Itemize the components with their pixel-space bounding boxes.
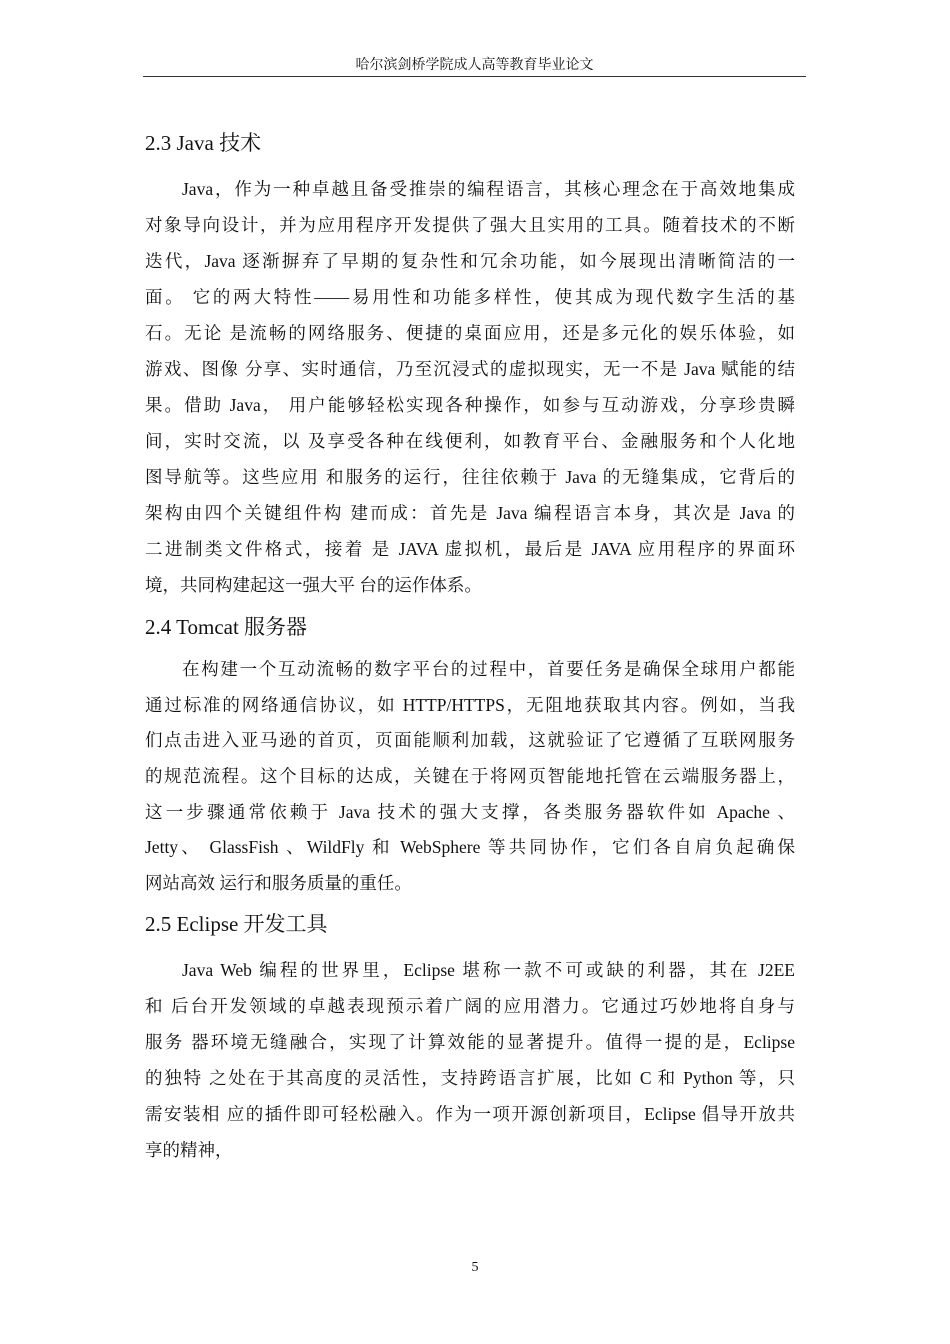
paragraph-line: Java，作为一种卓越且备受推崇的编程语言，其核心理念在于高效地集成 [182, 179, 795, 199]
paragraph-line: 间，实时交流，以 及享受各种在线便利，如教育平台、金融服务和个人化地 [145, 431, 795, 451]
paragraph-line: 迭代，Java 逐渐摒弃了早期的复杂性和冗余功能，如今展现出清晰简洁的一 [145, 251, 795, 271]
section-2-4 [145, 607, 795, 902]
paragraph-line: 图导航等。这些应用 和服务的运行，往往依赖于 Java 的无缝集成，它背后的 [145, 467, 795, 487]
paragraph-line: 们点击进入亚马逊的首页，页面能顺利加载，这就验证了它遵循了互联网服务 [145, 730, 795, 751]
paragraph-line: 游戏、图像 分享、实时通信，乃至沉浸式的虚拟现实，无一不是 Java 赋能的结 [145, 359, 795, 379]
page-number: 5 [471, 1260, 479, 1275]
paragraph-line: 石。无论 是流畅的网络服务、便捷的桌面应用，还是多元化的娱乐体验，如 [145, 323, 795, 343]
section-heading: 2.5 Eclipse 开发工具 [145, 912, 328, 936]
paragraph-line: 的独特 之处在于其高度的灵活性，支持跨语言扩展，比如 C 和 Python 等，只 [145, 1068, 795, 1088]
paragraph-line: 和 后台开发领域的卓越表现预示着广阔的应用潜力。它通过巧妙地将自身与 [145, 996, 795, 1016]
paragraph-line: 这一步骤通常依赖于 Java 技术的强大支撑，各类服务器软件如 Apache 、 [145, 801, 795, 822]
paragraph-line: 架构由四个关键组件构 建而成：首先是 Java 编程语言本身，其次是 Java 的 [145, 503, 795, 523]
paragraph-line: 需安装相 应的插件即可轻松融入。作为一项开源创新项目，Eclipse 倡导开放共 [145, 1104, 795, 1124]
section-2-3 [145, 123, 795, 603]
paragraph-line: Java Web 编程的世界里，Eclipse 堪称一款不可或缺的利器，其在 J2EE [182, 960, 795, 980]
section-2-5 [145, 904, 795, 1168]
paragraph-line: 享的精神， [145, 1140, 233, 1160]
header-rule [143, 76, 806, 77]
paragraph-line: 的规范流程。这个目标的达成，关键在于将网页智能地托管在云端服务器上， [145, 766, 795, 787]
paragraph-line: 在构建一个互动流畅的数字平台的过程中，首要任务是确保全球用户都能 [182, 659, 795, 679]
paragraph-line: 境，共同构建起这一强大平 台的运作体系。 [145, 575, 482, 595]
section-heading: 2.4 Tomcat 服务器 [145, 615, 308, 639]
section-heading: 2.3 Java 技术 [145, 131, 262, 155]
paragraph-line: 果。借助 Java， 用户能够轻松实现各种操作，如参与互动游戏，分享珍贵瞬 [145, 395, 795, 415]
paragraph-line: 二进制类文件格式，接着 是 JAVA 虚拟机，最后是 JAVA 应用程序的界面环 [145, 539, 795, 559]
paragraph-line: 通过标准的网络通信协议，如 HTTP/HTTPS，无阻地获取其内容。例如，当我 [145, 694, 795, 715]
paragraph-line: Jetty、 GlassFish 、WildFly 和 WebSphere 等共同协作，它们各自肩负起确保 [145, 837, 795, 858]
paragraph-line: 服务 器环境无缝融合，实现了计算效能的显著提升。值得一提的是，Eclipse [145, 1032, 795, 1052]
paragraph-line: 面。 它的两大特性——易用性和功能多样性，使其成为现代数字生活的基 [145, 287, 795, 307]
running-header: 哈尔滨剑桥学院成人高等教育毕业论文 [355, 58, 594, 73]
paragraph-line: 网站高效 运行和服务质量的重任。 [145, 873, 412, 894]
paragraph-line: 对象导向设计，并为应用程序开发提供了强大且实用的工具。随着技术的不断 [145, 215, 795, 235]
